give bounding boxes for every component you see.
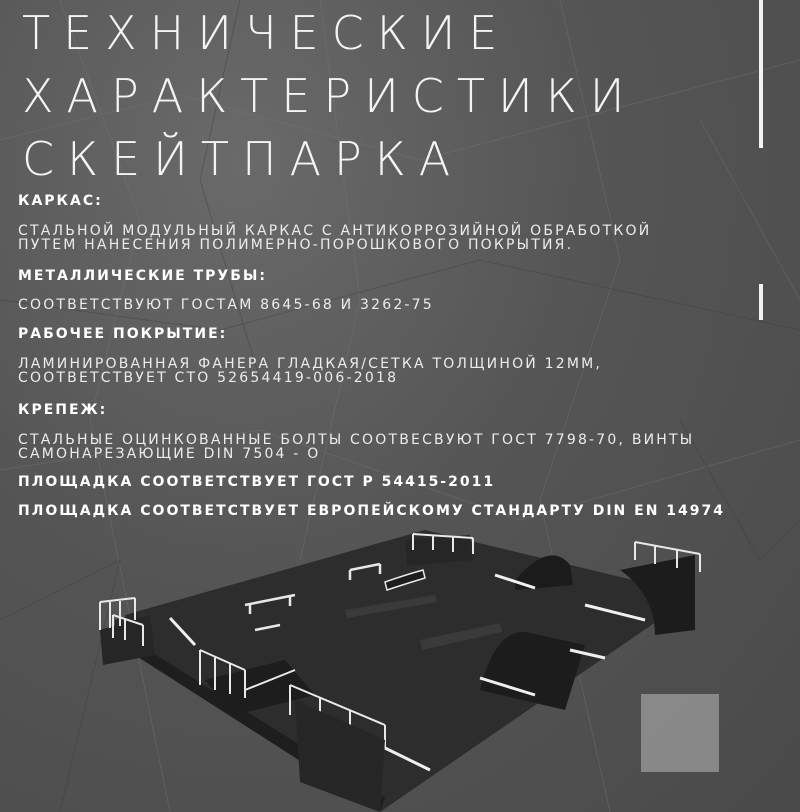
section-text-surface-2: СООТВЕТСТВУЕТ СТО 52654419-006-2018 xyxy=(18,370,399,386)
section-heading-frame: КАРКАС: xyxy=(18,193,103,209)
decorative-square xyxy=(641,694,719,772)
title-line-3: СКЕЙТПАРКА xyxy=(22,132,464,186)
section-text-frame-2: ПУТЕМ НАНЕСЕНИЯ ПОЛИМЕРНО-ПОРОШКОВОГО ПОКРЫТИЯ. xyxy=(18,237,574,253)
section-text-surface-1: ЛАМИНИРОВАННАЯ ФАНЕРА ГЛАДКАЯ/СЕТКА ТОЛЩИНОЙ 12ММ, xyxy=(18,356,603,372)
section-text-frame-1: СТАЛЬНОЙ МОДУЛЬНЫЙ КАРКАС С АНТИКОРРОЗИЙНОЙ ОБРАБОТКОЙ xyxy=(18,223,652,239)
title-line-2: ХАРАКТЕРИСТИКИ xyxy=(22,69,638,123)
vertical-bar-middle xyxy=(759,284,763,320)
section-text-fasteners-1: СТАЛЬНЫЕ ОЦИНКОВАННЫЕ БОЛТЫ СООТВЕСВУЮТ ГОСТ 7798-70, ВИНТЫ xyxy=(18,432,695,448)
statement-din: ПЛОЩАДКА СООТВЕТСТВУЕТ ЕВРОПЕЙСКОМУ СТАНДАРТУ DIN EN 14974 xyxy=(18,503,726,519)
vertical-bar-top xyxy=(759,0,763,148)
section-text-pipes-1: СООТВЕТСТВУЮТ ГОСТАМ 8645-68 И 3262-75 xyxy=(18,297,434,313)
skatepark-illustration xyxy=(95,520,725,812)
statement-gost: ПЛОЩАДКА СООТВЕТСТВУЕТ ГОСТ Р 54415-2011 xyxy=(18,474,496,490)
section-heading-surface: РАБОЧЕЕ ПОКРЫТИЕ: xyxy=(18,326,228,342)
section-text-fasteners-2: САМОНАРЕЗАЮЩИЕ DIN 7504 - O xyxy=(18,446,321,462)
title-line-1: ТЕХНИЧЕСКИЕ xyxy=(22,6,511,60)
section-heading-pipes: МЕТАЛЛИЧЕСКИЕ ТРУБЫ: xyxy=(18,268,267,284)
section-heading-fasteners: КРЕПЕЖ: xyxy=(18,402,108,418)
